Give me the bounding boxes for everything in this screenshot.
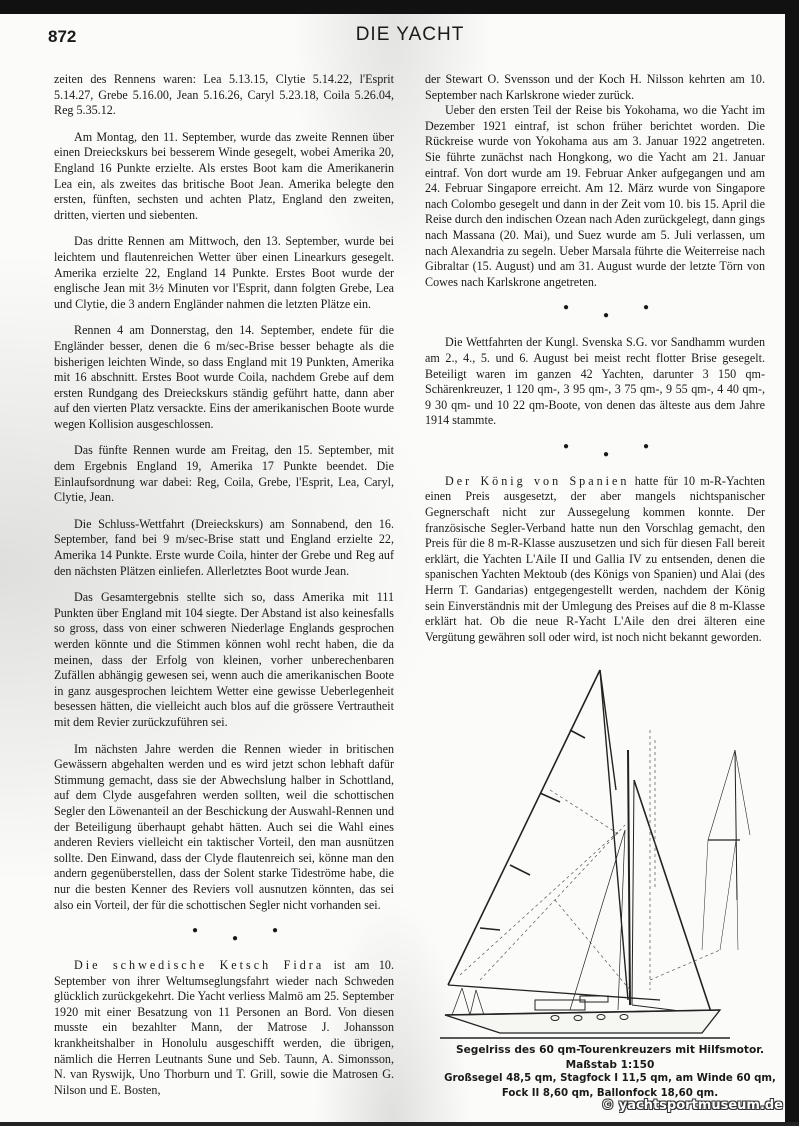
- section-separator: ● ● ●: [192, 925, 279, 945]
- journal-title: DIE YACHT: [355, 24, 465, 45]
- section-separator: ● ● ●: [563, 440, 650, 460]
- paragraph: Ueber den ersten Teil der Reise bis Yokohama, wo die Yacht im Dezember 1921 eintraf, ist schon früher berichtet worden. Die Rückreise wurde von Yokohama aus am 3. Januar 1922 angetreten. Sie führte zunächst nach Hongkong, wo die Yacht am 21. Januar eintraf. Von dort wurde am 19. Februar Anker aufgegangen und am 24. Februar Singapore erreicht. Am 12. März wurde von Singapore nach Colombo gesegelt und dann in der Zeit vom 10. bis 15. April die Reise durch den indischen Ozean nach Aden zurückgelegt, dann gings nach Massana (20. Mai), und Suez wurde am 5. Juli verlassen, um nach Alexandria zu segeln. Ueber Marsala führte die Weiterreise nach Gibraltar (15. August) und am 31. August wurde der letzte Törn von Cowes nach Karlskrone angetreten.: [425, 103, 765, 289]
- paragraph: Das Gesamtergebnis stellte sich so, dass Amerika mit 111 Punkten über England mit 104 siegte. Der Abstand ist also keinesfalls so gross, dass von einer schweren Niederlage Englands gesprochen werden könnte und die Stimmen können wohl recht haben, die da meinen, dass der Erfolg von kleinen, vorher unberechenbaren Zufällen abhängig gewesen sei, wenn auch die amerikanischen Boote in ganz ausgesprochen leichtem Wetter eine gewisse Ueberlegenheit besessen hätten, die vielleicht auch blos auf die grössere Vertrautheit mit dem Revier zurückzuführen sei.: [54, 590, 394, 729]
- right-column: [425, 72, 765, 656]
- page-number: 872: [48, 27, 77, 46]
- left-column: [54, 72, 394, 1109]
- paragraph: Das dritte Rennen am Mittwoch, den 13. September, wurde bei leichtem und flautenreichen Wetter über einen Linearkurs gesegelt. Amerika erzielte 22, England 14 Punkte. Erstes Boot wurde der englische Jean mit 3½ Minuten vor l'Esprit, dann folgten Grebe, Lea und Clytie, die 3 andern Engländer nahmen die letzten Plätze ein.: [54, 234, 394, 311]
- section-separator: ● ● ●: [563, 302, 650, 322]
- lead-in: Die schwedische Ketsch Fidra: [74, 958, 325, 973]
- watermark: © yachtsportmuseum.de: [601, 1098, 783, 1113]
- figure-caption: [435, 1043, 785, 1101]
- scan-top-border: [0, 0, 799, 14]
- paragraph: Am Montag, den 11. September, wurde das zweite Rennen über einen Dreieckskurs bei besserem Winde gesegelt, wobei Amerika 20, England 16 Punkte erzielte. Als erstes Boot kam die Amerikanerin Lea ein, als zweites das britische Boot Jean. Amerika belegte den ersten, fünften, sechsten und achten Platz, England den zweiten, dritten, vierten und siebenten.: [54, 129, 394, 222]
- sail-plan-drawing: [440, 650, 780, 1040]
- paragraph: Im nächsten Jahre werden die Rennen wieder in britischen Gewässern abgehalten werden und es wird jetzt schon lebhaft dafür Stimmung gemacht, dass sie der Abwechslung halber in Schottland, auf dem Clyde ausgefahren werden sollten, weil die schottischen Segler den Löwenanteil an der Beschickung der Auswahl-Rennen und der Beteiligung überhaupt gehabt hätten. Auch sei die Wahl eines anderen Reviers vielleicht ein taktischer Vorteil, den man ausnützen sollte. Den Einwand, dass der Clyde flautenreich sei, könne man den andern gegenüberstellen, dass der Solent starke Tideströme habe, die nur die besten Kenner des Reviers voll ausnutzen könnten, das sei also ein Vorteil, der für die schottischen Segler nicht vorhanden sei.: [54, 741, 394, 912]
- paragraph: zeiten des Rennens waren: Lea 5.13.15, Clytie 5.14.22, l'Esprit 5.14.27, Grebe 5.16.00, Jean 5.16.26, Caryl 5.23.18, Coila 5.26.04, Reg 5.35.12.: [54, 72, 394, 118]
- paragraph: Die Schluss-Wettfahrt (Dreieckskurs) am Sonnabend, den 16. September, fand bei 9 m/sec-Brise statt und England erzielte 22, Amerika 14 Punkte. Erste wurde Coila, hinter der Grebe und Reg auf den nächsten Plätzen einliefen. Allerletztes Boot wurde Jean.: [54, 516, 394, 578]
- caption-line: Fock II 8,60 qm, Ballonfock 18,60 qm.: [501, 1087, 719, 1099]
- paragraph: Der König von Spanien hatte für 10 m-R-Yachten einen Preis ausgesetzt, der aber mangels nichtspanischer Gegnerschaft nicht zur Aussegelung kommen konnte. Der französische Segler-Verband hatte nun den Vorschlag gemacht, den Preis für die 8 m-R-Klasse auszusetzen und sich für diesen Fall bereit erklärt, die Yachten L'Aile II und Gallia IV zu entsenden, denen die spanischen Yachten Mektoub (des Königs von Spanien) und Alai (des Herrn T. Gandarias) entgegengestellt werden, nachdem der König sein Einverständnis mit der Umlegung des Preises auf die 8 m-Klasse erklärt hat. Ob die neue R-Yacht L'Aile den drei älteren eine Vergütung gewähren soll oder wird, ist noch nicht bekannt geworden.: [425, 473, 765, 644]
- scan-bottom-border: [0, 1122, 799, 1126]
- caption-line: Großsegel 48,5 qm, Stagfock I 11,5 qm, am Winde 60 qm,: [444, 1073, 776, 1084]
- paragraph: Das fünfte Rennen wurde am Freitag, den 15. September, mit dem Ergebnis England 19, Amerika 17 Punkte beendet. Die Einlaufsordnung war dabei: Reg, Coila, Grebe, l'Esprit, Lea, Caryl, Clytie, Jean.: [54, 443, 394, 505]
- sail-plan-figure: [440, 650, 780, 1040]
- caption-title: Segelriss des 60 qm-Tourenkreuzers mit Hilfsmotor. Maßstab 1:150: [455, 1044, 765, 1071]
- paragraph: der Stewart O. Svensson und der Koch H. Nilsson kehrten am 10. September nach Karlskrone wieder zurück.: [425, 72, 765, 102]
- paragraph: Die schwedische Ketsch Fidra ist am 10. September von ihrer Weltumseglungsfahrt wieder nach Schweden glücklich zurückgekehrt. Die Yacht verliess Malmö am 25. September 1920 mit einer Besatzung von 11 Personen an Bord. Von diesen musste ein bezahlter Mann, der Matrose J. Johansson krankheitshalber in Honolulu ausgeschifft werden, die übrigen, nämlich die Herren Leutnants Sune und Seb. Taunn, A. Simonsson, N. van Ryswijk, Uno Thorburn und T. Grill, sowie die Matrosen G. Nilson und E. Bosten,: [54, 958, 394, 1097]
- lead-in: Der König von Spanien: [445, 473, 630, 488]
- paragraph: Die Wettfahrten der Kungl. Svenska S.G. vor Sandhamm wurden am 2., 4., 5. und 6. August bei meist recht flotter Brise gesegelt. Beteiligt waren im ganzen 42 Yachten, darunter 3 150 qm-Schärenkreuzer, 1 120 qm-, 3 95 qm-, 3 75 qm-, 9 55 qm-, 4 40 qm-, 9 30 qm- und 10 22 qm-Boote, von denen das älteste aus dem Jahre 1914 stammte.: [425, 335, 765, 428]
- scan-right-border: [785, 0, 799, 1126]
- paragraph: Rennen 4 am Donnerstag, den 14. September, endete für die Engländer besser, denen die 6 m/sec-Brise besser behagte als die bisherigen leichten Winde, so dass England mit 19 Punkten, Amerika mit 16 abschnitt. Erstes Boot wurde Coila, nachdem Grebe auf dem ersten Rundgang des Dreieckskurs ständig geführt hatte, dann aber auf den vierten Platz versackte. Eins der amerikanischen Boote wurde wegen Kollision ausgeschlossen.: [54, 323, 394, 431]
